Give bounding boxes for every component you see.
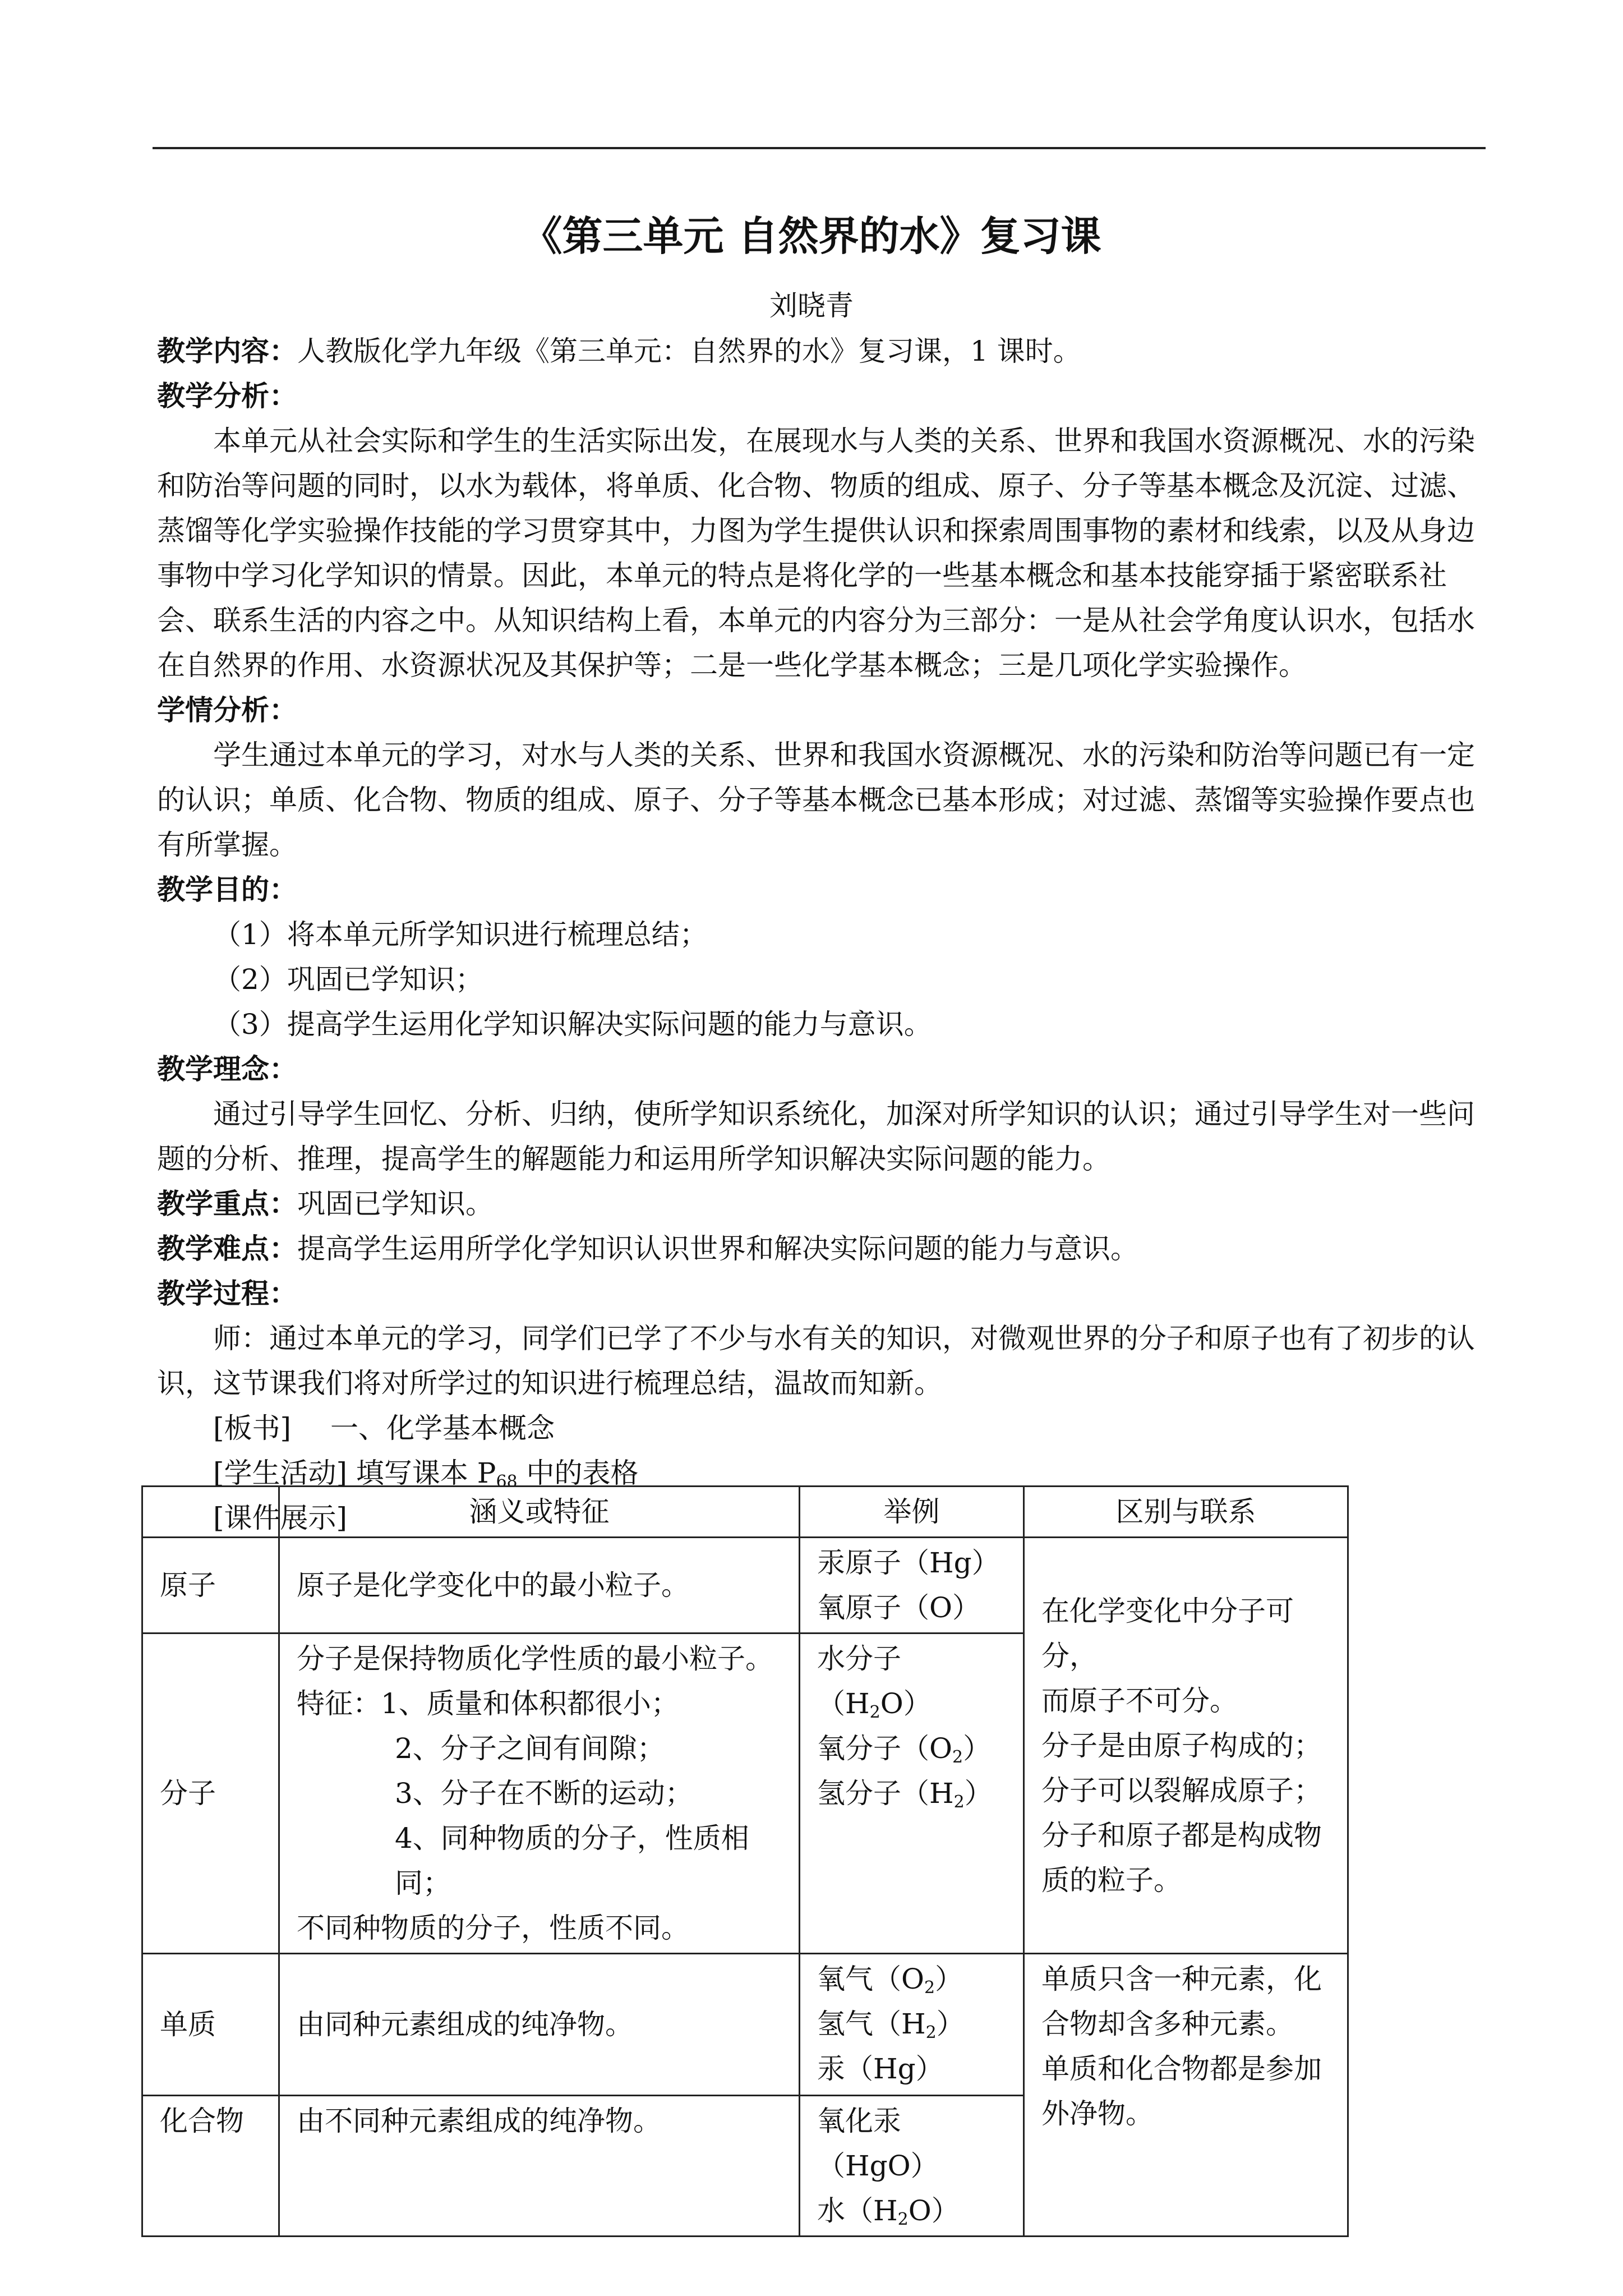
example-item: 汞原子（Hg） [817, 1547, 1000, 1579]
element-compound-relation [1024, 1954, 1348, 2237]
table-header-cell [142, 1487, 279, 1538]
relation-line: 在化学变化中分子可分， [1041, 1594, 1294, 1672]
teaching-idea-text: 通过引导学生回忆、分析、归纳，使所学知识系统化，加深对所学知识的认识；通过引导学生对一些问题的分析、推理，提高学生的解题能力和运用所学知识解决实际问题的能力。 [157, 1098, 1475, 1175]
meaning-line: 2、分子之间有间隙； [395, 1732, 665, 1765]
teaching-content [157, 329, 1486, 374]
teaching-analysis-label: 教学分析： [157, 379, 297, 412]
goal-item: （3）提高学生运用化学知识解决实际问题的能力与意识。 [213, 1008, 932, 1041]
teaching-content-text: 人教版化学九年级《第三单元：自然界的水》复习课，1 课时。 [297, 335, 1081, 367]
example-item: 氧气$(O_2)$ [817, 1963, 963, 1998]
teaching-difficulty [157, 1226, 1486, 1271]
row-name-compound: 化合物 [142, 2096, 279, 2237]
teaching-content-label: 教学内容： [157, 334, 297, 367]
teaching-difficulty-label: 教学难点： [157, 1232, 297, 1265]
table-row-atom [142, 1538, 1348, 1634]
example-item: 氢气$(H_2)$ [817, 2008, 965, 2042]
row-name-atom: 原子 [142, 1538, 279, 1634]
table-header-cell: 涵义或特征 [279, 1487, 800, 1538]
header-rule [153, 147, 1486, 149]
activity-text-pre: 填写课本 P [347, 1457, 496, 1489]
teaching-process-label: 教学过程： [157, 1277, 297, 1310]
meaning-line: 不同种物质的分子，性质不同。 [297, 1912, 689, 1944]
author-name: 刘晓青 [769, 289, 854, 322]
relation-line: 而原子不可分。 [1041, 1684, 1238, 1717]
teaching-key-text: 巩固已学知识。 [297, 1188, 494, 1220]
example-item: 氧分子$(O_2)$ [817, 1732, 992, 1767]
board-line [157, 1406, 1486, 1451]
table-header-cell: 举例 [800, 1487, 1024, 1538]
example-item: 水分子$(H_2O)$ [817, 1642, 932, 1722]
board-text: 一、化学基本概念 [330, 1412, 555, 1444]
document-body [157, 329, 1486, 1540]
element-meaning: 由同种元素组成的纯净物。 [279, 1954, 800, 2096]
teaching-analysis-text: 本单元从社会实际和学生的生活实际出发，在展现水与人类的关系、世界和我国水资源概况、水的污染和防治等问题的同时，以水为载体，将单质、化合物、物质的组成、原子、分子等基本概念及沉淀、过滤、蒸馏等化学实验操作技能的学习贯穿其中，力图为学生提供认识和探索周围事物的素材和线索，以及从身边事物中学习化学知识的情景。因此，本单元的特点是将化学的一些基本概念和基本技能穿插于紧密联系社会、联系生活的内容之中。从知识结构上看，本单元的内容分为三部分：一是从社会学角度认识水，包括水在自然界的作用、水资源状况及其保护等；二是一些化学基本概念；三是几项化学实验操作。 [157, 425, 1475, 682]
atom-examples [800, 1538, 1024, 1634]
table-header-cell: 区别与联系 [1024, 1487, 1348, 1538]
row-name-element: 单质 [142, 1954, 279, 2096]
compound-examples [800, 2096, 1024, 2237]
element-examples [800, 1954, 1024, 2096]
activity-page-sub: 68 [496, 1472, 518, 1492]
relation-line: 分子和原子都是构成物质的粒子。 [1041, 1819, 1322, 1897]
relation-line: 单质和化合物都是参加外净物。 [1041, 2053, 1322, 2130]
example-item: 氢分子$(H_2)$ [817, 1777, 993, 1812]
student-analysis-label: 学情分析： [157, 693, 297, 726]
example-item: 氧原子（O） [817, 1591, 980, 1624]
goal-item: （1）将本单元所学知识进行梳理总结； [213, 918, 708, 951]
teaching-key-label: 教学重点： [157, 1187, 297, 1220]
molecule-examples [800, 1634, 1024, 1954]
table-header-row [142, 1487, 1348, 1538]
activity-tag: [学生活动] [213, 1457, 348, 1489]
relation-line: 分子是由原子构成的； [1041, 1729, 1322, 1762]
teaching-goals-label: 教学目的： [157, 873, 297, 906]
teaching-difficulty-text: 提高学生运用所学化学知识认识世界和解决实际问题的能力与意识。 [297, 1232, 1138, 1265]
goal-item: （2）巩固已学知识； [213, 963, 483, 996]
relation-line: 分子可以裂解成原子； [1041, 1774, 1322, 1807]
molecule-meaning [279, 1634, 800, 1954]
show-tag: [课件展示] [213, 1502, 348, 1534]
teaching-idea-label: 教学理念： [157, 1052, 297, 1085]
meaning-line: 特征：1、质量和体积都很小； [297, 1687, 679, 1720]
example-item: 汞（Hg） [817, 2053, 944, 2085]
example-item: 氧化汞（HgO） [817, 2105, 939, 2182]
teaching-key [157, 1181, 1486, 1226]
concept-table [141, 1485, 1349, 2237]
teaching-process-text: 师：通过本单元的学习，同学们已学了不少与水有关的知识，对微观世界的分子和原子也有了初步的认识，这节课我们将对所学过的知识进行梳理总结，温故而知新。 [157, 1322, 1475, 1400]
compound-meaning: 由不同种元素组成的纯净物。 [279, 2096, 800, 2237]
relation-line: 单质只含一种元素，化合物却含多种元素。 [1041, 1963, 1322, 2040]
student-analysis-text: 学生通过本单元的学习，对水与人类的关系、世界和我国水资源概况、水的污染和防治等问题已有一定的认识；单质、化合物、物质的组成、原子、分子等基本概念已基本形成；对过滤、蒸馏等实验操作要点也有所掌握。 [157, 739, 1475, 861]
table-row-element [142, 1954, 1348, 2096]
meaning-line: 3、分子在不断的运动； [395, 1777, 693, 1810]
example-item: 水$(H_2O)$ [817, 2194, 960, 2229]
row-name-molecule: 分子 [142, 1634, 279, 1954]
meaning-line: 4、同种物质的分子，性质相同； [395, 1822, 749, 1899]
page-title: 《第三单元 自然界的水》复习课 [522, 212, 1101, 260]
board-tag: [板书] [213, 1412, 292, 1444]
activity-text-post: 中的表格 [517, 1457, 639, 1489]
atom-meaning: 原子是化学变化中的最小粒子。 [279, 1538, 800, 1634]
atom-molecule-relation [1024, 1538, 1348, 1954]
meaning-line: 分子是保持物质化学性质的最小粒子。 [297, 1642, 773, 1675]
